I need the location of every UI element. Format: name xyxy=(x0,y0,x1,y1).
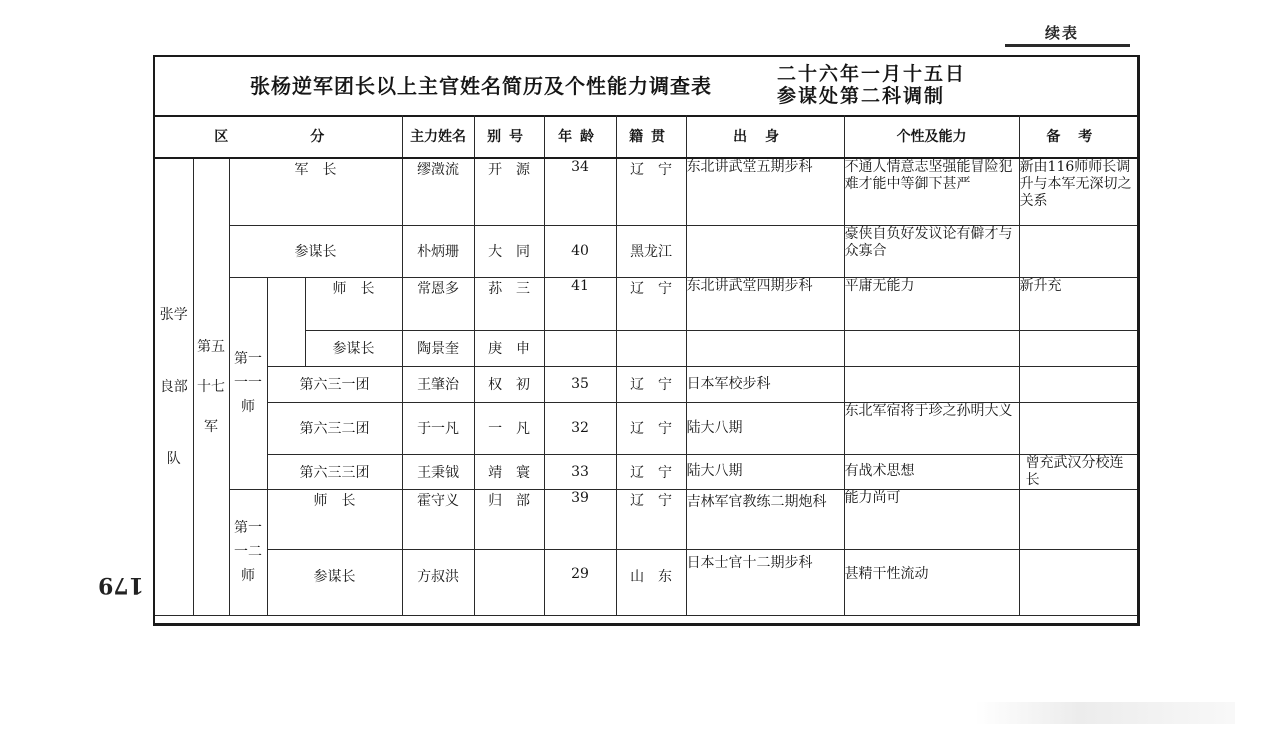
division-112-cell: 第一一二师 xyxy=(229,489,267,615)
name-cell: 方叔洪 xyxy=(402,549,474,615)
name-cell: 王秉钺 xyxy=(402,454,474,489)
remarks-cell xyxy=(1019,366,1137,402)
origin-cell: 辽 宁 xyxy=(616,277,686,330)
position-cell: 师 长 xyxy=(267,489,402,549)
remarks-cell: 曾充武汉分校连长 xyxy=(1019,454,1137,489)
table-row xyxy=(155,277,1137,330)
age-cell: 41 xyxy=(544,277,616,330)
age-cell: 35 xyxy=(544,366,616,402)
age-cell: 29 xyxy=(544,549,616,615)
ability-cell: 东北军宿将于珍之孙明大义 xyxy=(844,402,1019,454)
table-row xyxy=(155,158,1137,225)
alias-cell: 荪 三 xyxy=(474,277,544,330)
ability-cell xyxy=(844,366,1019,402)
origin-cell xyxy=(616,330,686,366)
table-row xyxy=(155,454,1137,489)
remarks-cell xyxy=(1019,330,1137,366)
alias-cell: 开 源 xyxy=(474,158,544,225)
ability-cell: 甚精干性流动 xyxy=(844,549,1019,615)
page-number: 179 xyxy=(98,572,144,598)
position-cell: 师 长 xyxy=(305,277,402,330)
table-row xyxy=(155,366,1137,402)
ability-cell: 豪侠自负好发议论有僻才与众寡合 xyxy=(844,225,1019,277)
army-cell: 第五十七军 xyxy=(193,158,229,615)
age-cell: 33 xyxy=(544,454,616,489)
background-cell: 东北讲武堂四期步科 xyxy=(686,277,844,330)
age-cell: 34 xyxy=(544,158,616,225)
header-origin: 籍贯 xyxy=(616,115,686,158)
background-cell: 日本士官十二期步科 xyxy=(686,549,844,615)
table-row xyxy=(155,549,1137,615)
alias-cell: 权 初 xyxy=(474,366,544,402)
background-cell: 陆大八期 xyxy=(686,454,844,489)
position-cell: 第六三三团 xyxy=(267,454,402,489)
position-cell: 参谋长 xyxy=(229,225,402,277)
ability-cell: 不通人情意志坚强能冒险犯难才能中等御下甚严 xyxy=(844,158,1019,225)
origin-cell: 辽 宁 xyxy=(616,366,686,402)
background-cell: 吉林军官教练二期炮科 xyxy=(686,489,844,549)
alias-cell: 大 同 xyxy=(474,225,544,277)
officer-table xyxy=(155,115,1137,616)
name-cell: 朴炳珊 xyxy=(402,225,474,277)
ability-cell: 能力尚可 xyxy=(844,489,1019,549)
header-age: 年龄 xyxy=(544,115,616,158)
ability-cell xyxy=(844,330,1019,366)
force-cell: 张学良部队 xyxy=(155,158,193,615)
background-cell xyxy=(686,330,844,366)
table-title: 张杨逆军团长以上主官姓名简历及个性能力调查表 xyxy=(250,74,712,98)
header-alias: 别号 xyxy=(474,115,544,158)
division-111-spacer xyxy=(267,277,305,366)
remarks-cell xyxy=(1019,225,1137,277)
table-row xyxy=(155,402,1137,454)
alias-cell: 一 凡 xyxy=(474,402,544,454)
origin-cell: 黑龙江 xyxy=(616,225,686,277)
position-cell: 第六三一团 xyxy=(267,366,402,402)
name-cell: 霍守义 xyxy=(402,489,474,549)
remarks-cell: 新升充 xyxy=(1019,277,1137,330)
position-cell: 第六三二团 xyxy=(267,402,402,454)
name-cell: 于一凡 xyxy=(402,402,474,454)
header-ability: 个性及能力 xyxy=(844,115,1019,158)
continued-label: 续表 xyxy=(1045,24,1080,42)
position-cell: 参谋长 xyxy=(267,549,402,615)
position-cell: 参谋长 xyxy=(305,330,402,366)
name-cell: 陶景奎 xyxy=(402,330,474,366)
division-111-cell: 第一一一师 xyxy=(229,277,267,489)
remarks-cell xyxy=(1019,402,1137,454)
table-date: 二十六年一月十五日 xyxy=(777,63,967,85)
alias-cell xyxy=(474,549,544,615)
scan-smudge xyxy=(975,702,1235,724)
remarks-cell xyxy=(1019,489,1137,549)
age-cell: 40 xyxy=(544,225,616,277)
header-background: 出身 xyxy=(686,115,844,158)
survey-table-frame xyxy=(153,55,1140,626)
ability-cell: 有战术思想 xyxy=(844,454,1019,489)
remarks-cell xyxy=(1019,549,1137,615)
continued-underline xyxy=(1005,44,1130,47)
age-cell: 39 xyxy=(544,489,616,549)
age-cell: 32 xyxy=(544,402,616,454)
background-cell: 日本军校步科 xyxy=(686,366,844,402)
background-cell xyxy=(686,225,844,277)
age-cell xyxy=(544,330,616,366)
origin-cell: 辽 宁 xyxy=(616,402,686,454)
position-cell: 军 长 xyxy=(229,158,402,225)
title-bar xyxy=(155,57,1137,117)
ability-cell: 平庸无能力 xyxy=(844,277,1019,330)
origin-cell: 山 东 xyxy=(616,549,686,615)
background-cell: 东北讲武堂五期步科 xyxy=(686,158,844,225)
table-row xyxy=(155,225,1137,277)
remarks-cell: 新由116师师长调升与本军无深切之关系 xyxy=(1019,158,1137,225)
table-row xyxy=(155,489,1137,549)
header-name: 主力姓名 xyxy=(402,115,474,158)
name-cell: 缪澂流 xyxy=(402,158,474,225)
alias-cell: 靖 寰 xyxy=(474,454,544,489)
header-division: 区 分 xyxy=(155,115,402,158)
origin-cell: 辽 宁 xyxy=(616,489,686,549)
alias-cell: 庚 申 xyxy=(474,330,544,366)
origin-cell: 辽 宁 xyxy=(616,454,686,489)
alias-cell: 归 部 xyxy=(474,489,544,549)
name-cell: 王肇治 xyxy=(402,366,474,402)
header-remarks: 备考 xyxy=(1019,115,1137,158)
table-department: 参谋处第二科调制 xyxy=(777,85,946,107)
origin-cell: 辽 宁 xyxy=(616,158,686,225)
name-cell: 常恩多 xyxy=(402,277,474,330)
header-row xyxy=(155,115,1137,158)
background-cell: 陆大八期 xyxy=(686,402,844,454)
